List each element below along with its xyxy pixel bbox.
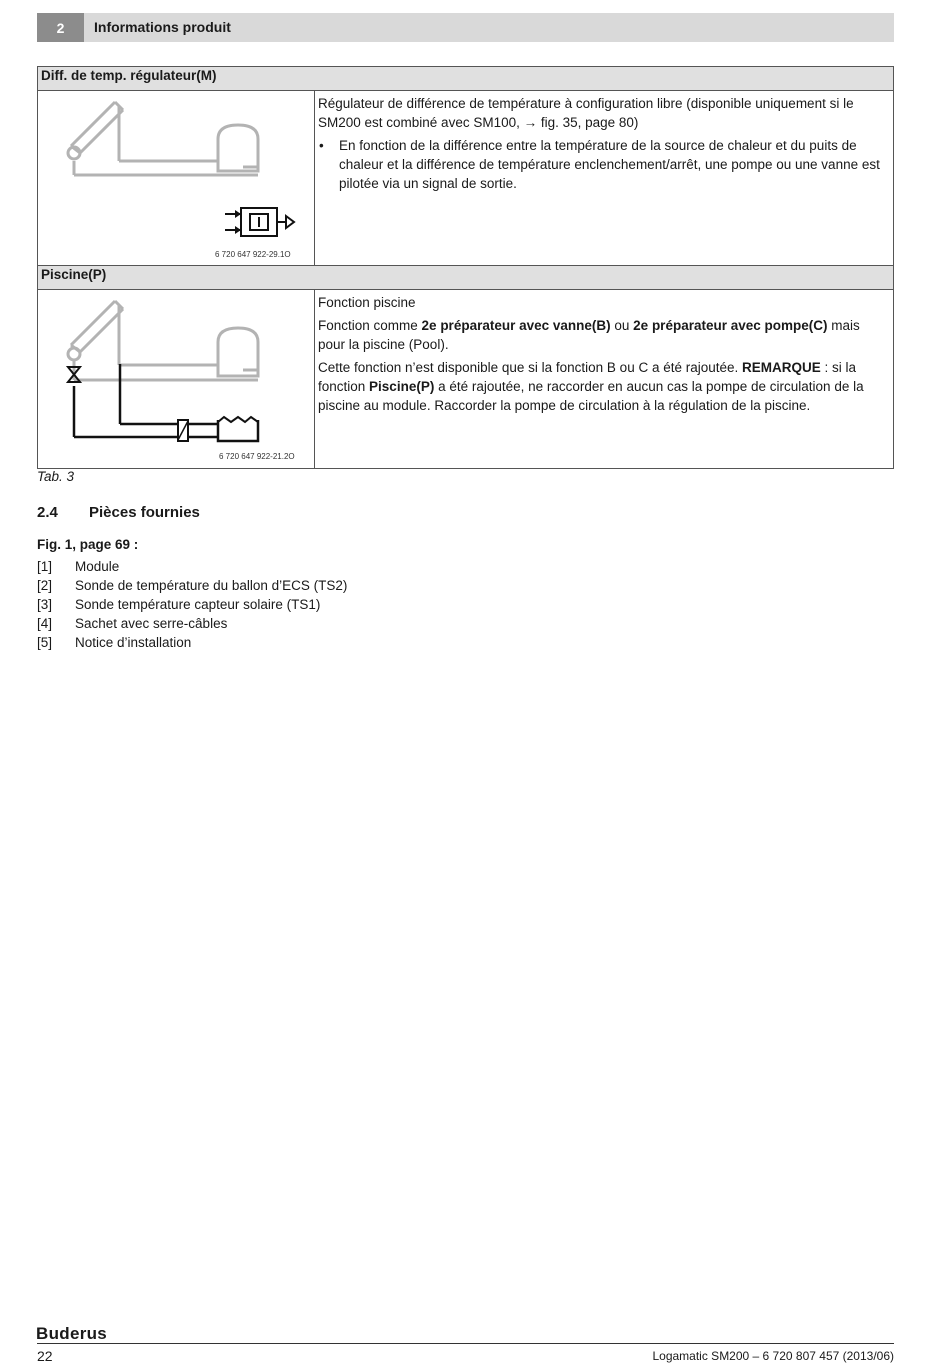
bullet-text: En fonction de la différence entre la température de la source de chaleur et du puits de chaleur et la différence de température enclenchement/arrêt, une pompe ou une vanne est pilotée via un signal de sortie. bbox=[339, 138, 880, 191]
pool-note-remark: REMARQUE bbox=[742, 360, 821, 375]
pool-text-bold-d: 2e préparateur avec pompe(C) bbox=[633, 318, 828, 333]
item-index: [3] bbox=[37, 597, 53, 612]
bullet-icon: • bbox=[319, 138, 324, 153]
pool-text-a: Fonction comme bbox=[318, 318, 422, 333]
item-index: [2] bbox=[37, 578, 53, 593]
figure-reference: Fig. 1, page 69 : bbox=[37, 537, 139, 552]
arrow-right-icon: → bbox=[523, 115, 538, 130]
item-index: [5] bbox=[37, 635, 53, 650]
pool-paragraph-2 bbox=[318, 358, 889, 415]
pool-note-a: Cette fonction n’est disponible que si la fonction B ou C a été rajoutée. bbox=[318, 360, 743, 375]
pool-text-bold-b: 2e préparateur avec vanne(B) bbox=[421, 318, 611, 333]
diff-fig-reference: fig. 35, page 80) bbox=[537, 115, 639, 130]
list-item bbox=[37, 614, 347, 633]
description-pool bbox=[315, 290, 894, 469]
bullet-item bbox=[318, 136, 889, 193]
chapter-number: 2 bbox=[37, 13, 84, 42]
figure-pool bbox=[38, 290, 315, 469]
item-label: Module bbox=[75, 559, 120, 574]
section-number: 2.4 bbox=[37, 504, 58, 521]
pool-text-e: mais pour la piscine (Pool). bbox=[318, 318, 860, 352]
table-caption: Tab. 3 bbox=[37, 469, 75, 484]
list-item bbox=[37, 633, 347, 652]
brand-logo: Buderus bbox=[36, 1324, 108, 1343]
list-item bbox=[37, 576, 347, 595]
item-label: Sachet avec serre-câbles bbox=[75, 616, 228, 631]
diff-text-1: Régulateur de différence de température à configuration libre (disponible uniquement si le SM200 est combiné avec SM100, bbox=[318, 96, 854, 130]
diff-controller-diagram bbox=[38, 91, 315, 265]
chapter-title: Informations produit bbox=[94, 19, 231, 35]
figure-diff-controller bbox=[38, 91, 315, 266]
pool-note-function: Piscine(P) bbox=[369, 379, 435, 394]
pool-paragraph-1 bbox=[318, 316, 889, 354]
page-header bbox=[37, 13, 894, 42]
pool-diagram bbox=[38, 290, 315, 468]
pool-text-c: ou bbox=[610, 318, 634, 333]
item-label: Notice d’installation bbox=[75, 635, 192, 650]
list-item bbox=[37, 557, 347, 576]
pool-note-e: a été rajoutée, ne raccorder en aucun cas la pompe de circulation de la piscine au module. Raccorder la pompe de circulation à la régulation de la piscine. bbox=[318, 379, 864, 413]
parts-list bbox=[37, 557, 347, 652]
description-diff bbox=[315, 91, 894, 266]
document-id: Logamatic SM200 – 6 720 807 457 (2013/06) bbox=[652, 1349, 894, 1363]
row-title-diff: Diff. de temp. régulateur(M) bbox=[38, 67, 894, 91]
list-item bbox=[37, 595, 347, 614]
section-heading bbox=[37, 504, 200, 521]
figure-code-diff: 6 720 647 922-29.1O bbox=[215, 250, 291, 259]
pool-heading: Fonction piscine bbox=[318, 295, 416, 310]
page-number: 22 bbox=[37, 1348, 53, 1364]
figure-code-pool: 6 720 647 922-21.2O bbox=[219, 452, 295, 461]
item-index: [4] bbox=[37, 616, 53, 631]
pool-note-c: : si la fonction bbox=[318, 360, 857, 394]
footer-divider bbox=[37, 1343, 894, 1344]
function-table bbox=[37, 66, 894, 469]
item-index: [1] bbox=[37, 559, 53, 574]
row-title-pool: Piscine(P) bbox=[38, 266, 894, 290]
item-label: Sonde de température du ballon d’ECS (TS2) bbox=[75, 578, 348, 593]
item-label: Sonde température capteur solaire (TS1) bbox=[75, 597, 321, 612]
section-title: Pièces fournies bbox=[89, 504, 200, 521]
